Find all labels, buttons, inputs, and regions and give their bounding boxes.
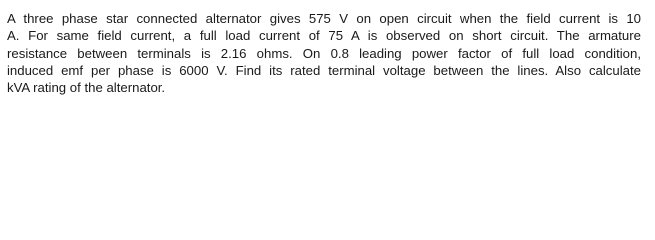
question-line-4: induced emf per phase is 6000 V. Find its rated terminal voltage between the lines. Also calculate	[7, 62, 641, 78]
question-line-2: A. For same field current, a full load current of 75 A is observed on short circuit. The armature	[7, 28, 641, 44]
question-line-3: resistance between terminals is 2.16 ohms. On 0.8 leading power factor of full load condition,	[7, 45, 641, 61]
question-text	[7, 10, 652, 96]
question-line-5: kVA rating of the alternator.	[7, 80, 166, 96]
question-line-1: A three phase star connected alternator gives 575 V on open circuit when the field current is 10	[7, 11, 641, 26]
